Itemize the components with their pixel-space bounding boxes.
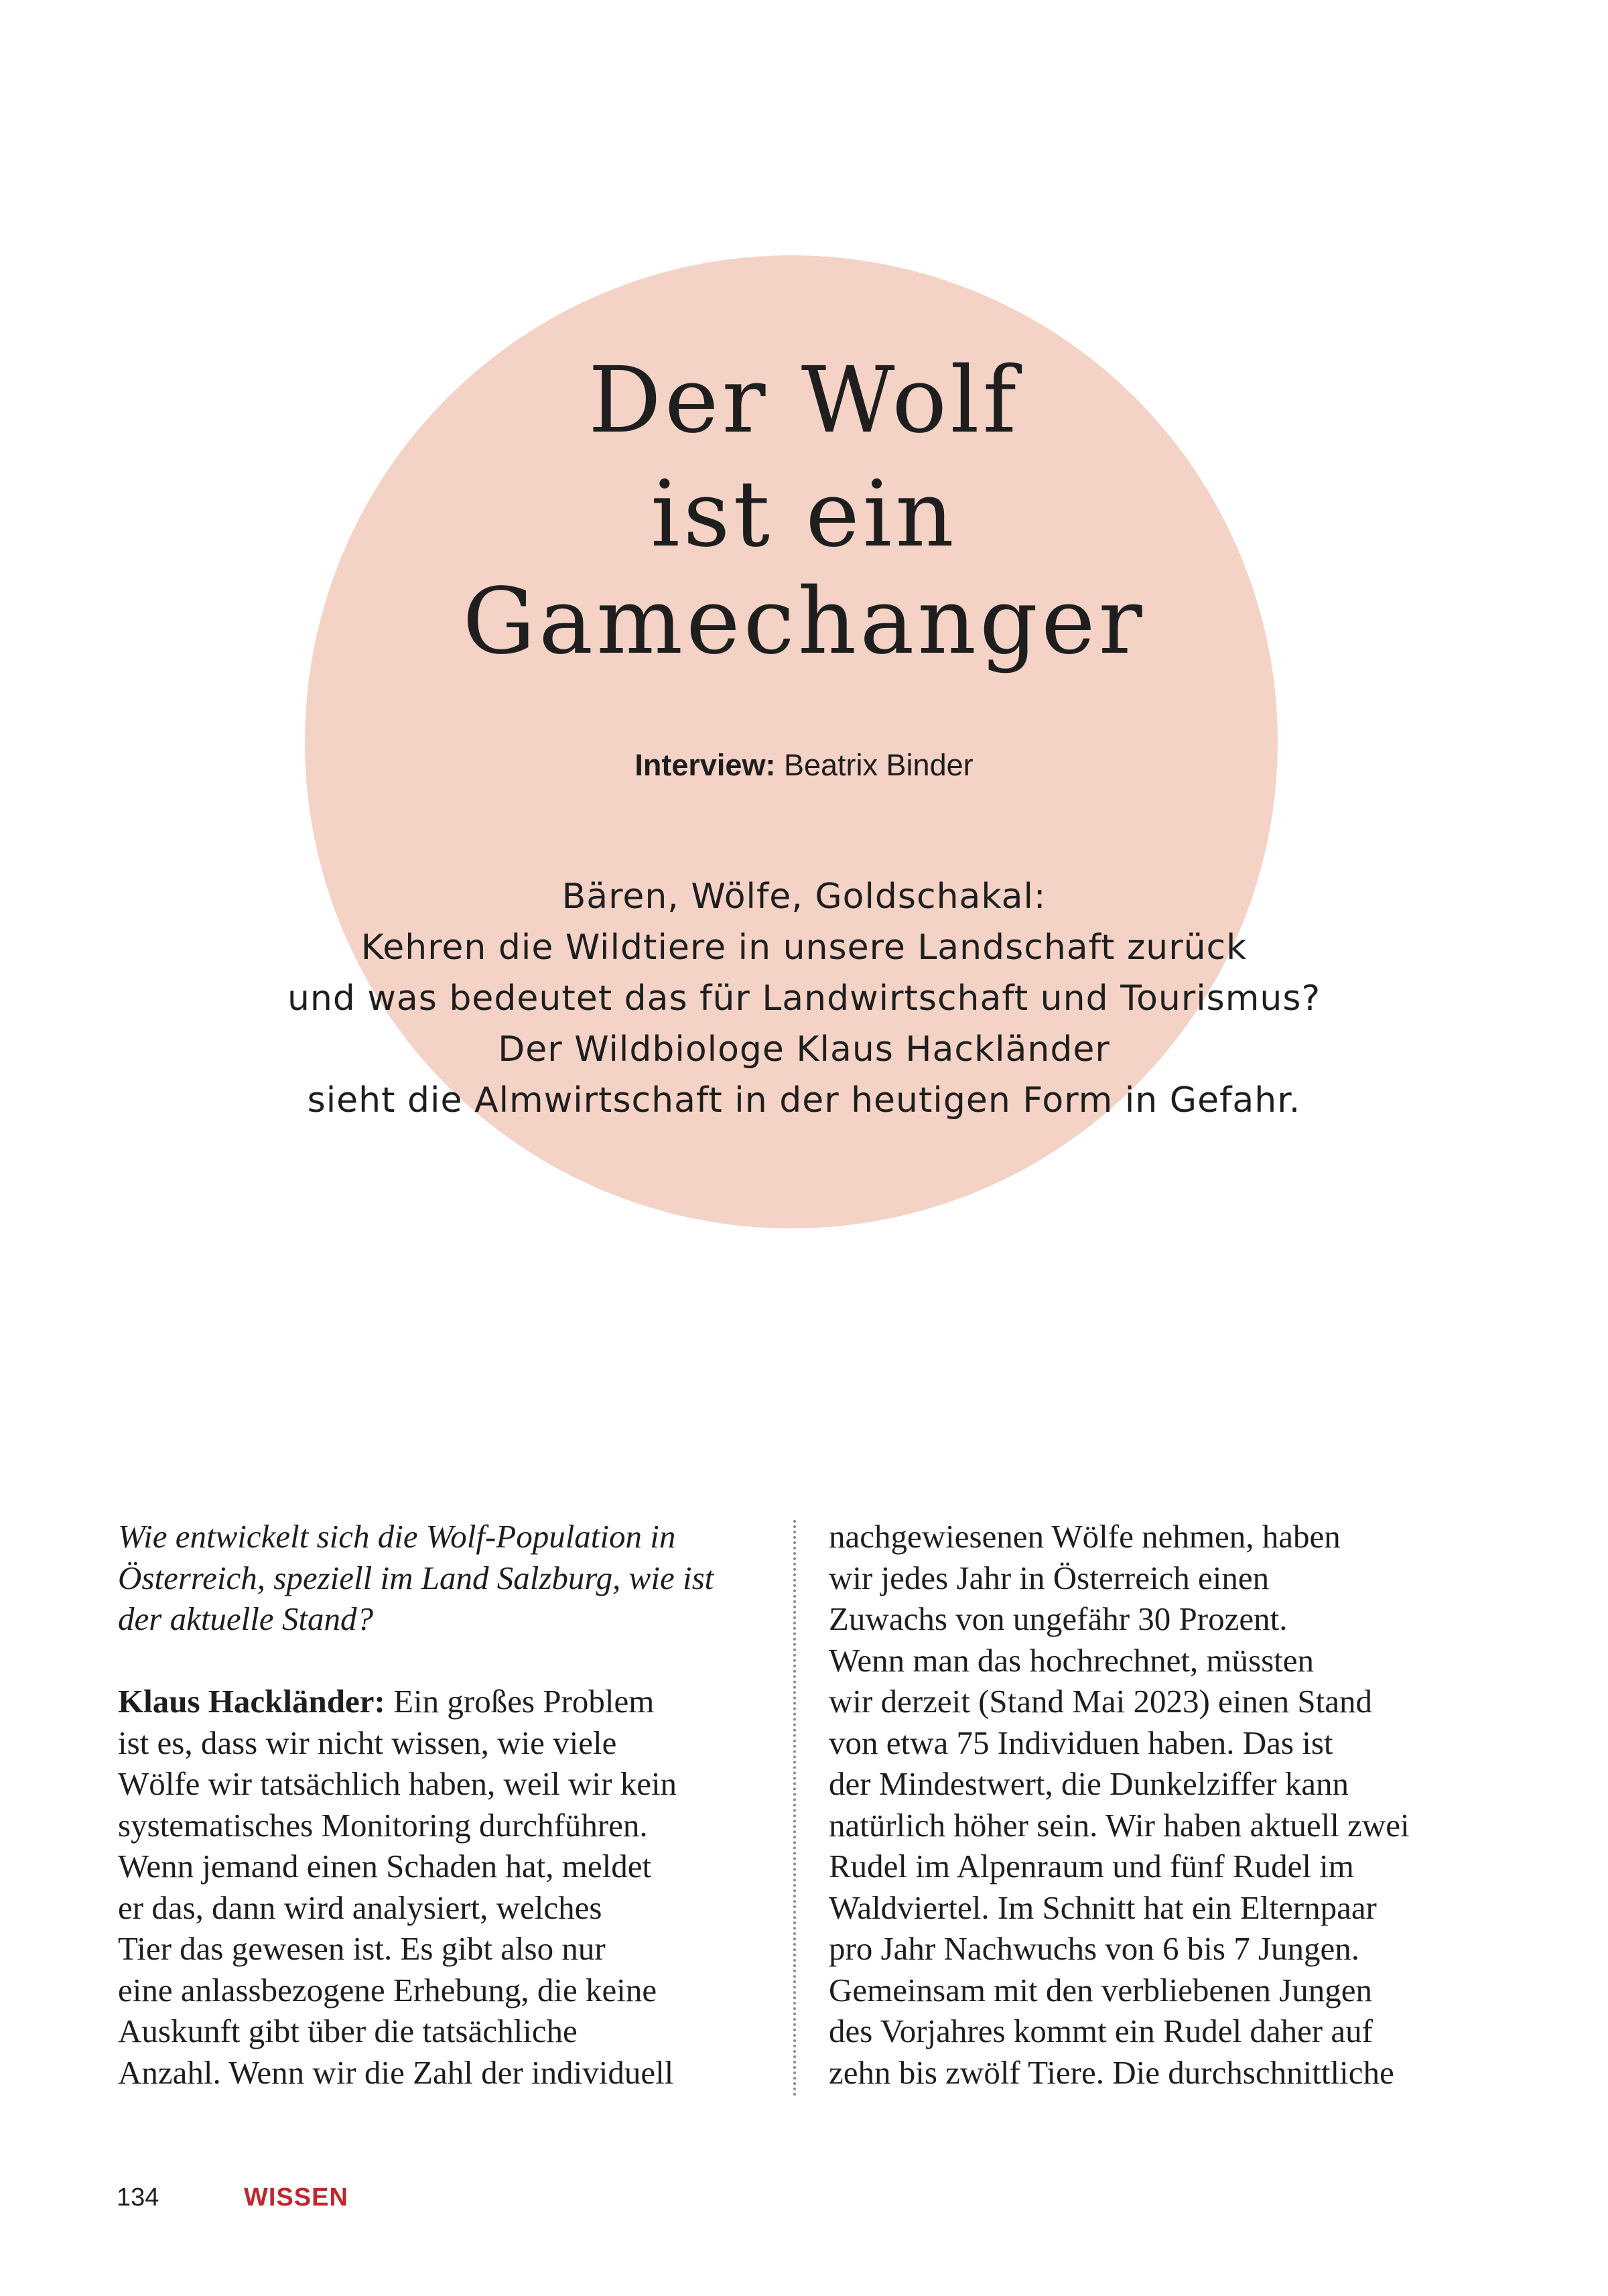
- answer-line: pro Jahr Nachwuchs von 6 bis 7 Jungen.: [829, 1930, 1360, 1967]
- byline-label: Interview:: [634, 748, 776, 782]
- answer-line: ist es, dass wir nicht wissen, wie viele: [118, 1724, 617, 1761]
- answer-line: eine anlassbezogene Erhebung, die keine: [118, 1971, 657, 2008]
- answer-line: systematisches Monitoring durchführen.: [118, 1806, 648, 1844]
- answer-line: Wenn man das hochrechnet, müssten: [829, 1641, 1315, 1679]
- answer-text: Ein großes Problem: [393, 1683, 655, 1720]
- answer-line: nachgewiesenen Wölfe nehmen, haben: [829, 1518, 1341, 1555]
- answer-line: wir jedes Jahr in Österreich einen: [829, 1559, 1270, 1596]
- answer-line: Zuwachs von ungefähr 30 Prozent.: [829, 1600, 1288, 1637]
- answer-line: von etwa 75 Individuen haben. Das ist: [829, 1724, 1333, 1761]
- lead-line-2: Kehren die Wildtiere in unsere Landschaft zurück: [360, 928, 1248, 968]
- answer-line: [118, 1681, 788, 1722]
- answer-line: zehn bis zwölf Tiere. Die durchschnittliche: [829, 2053, 1394, 2091]
- byline: [0, 748, 1608, 783]
- answer-line: Wölfe wir tatsächlich haben, weil wir kein: [118, 1765, 677, 1802]
- answer-line: wir derzeit (Stand Mai 2023) einen Stand: [829, 1683, 1373, 1720]
- page-number: 134: [117, 2183, 159, 2212]
- answer-line: er das, dann wird analysiert, welches: [118, 1889, 602, 1926]
- answer-line: Tier das gewesen ist. Es gibt also nur: [118, 1930, 606, 1967]
- lead-line-1: Bären, Wölfe, Goldschakal:: [561, 877, 1047, 917]
- body-column-right: [829, 1516, 1499, 2093]
- answer-line: Rudel im Alpenraum und fünf Rudel im: [829, 1848, 1354, 1885]
- paragraph-gap: [118, 1640, 788, 1681]
- byline-author: Beatrix Binder: [783, 748, 974, 782]
- answer-line: Wenn jemand einen Schaden hat, meldet: [118, 1848, 652, 1885]
- headline-line-2: ist ein: [651, 462, 957, 568]
- headline-line-1: Der Wolf: [588, 348, 1020, 454]
- body-column-left: [118, 1516, 788, 2093]
- lead-line-3: und was bedeutet das für Landwirtschaft und Tourismus?: [287, 978, 1321, 1019]
- question-line: der aktuelle Stand?: [118, 1600, 374, 1637]
- answer-line: Auskunft gibt über die tatsächliche: [118, 2013, 578, 2049]
- question-line: Österreich, speziell im Land Salzburg, wie ist: [118, 1559, 714, 1596]
- answer-line: des Vorjahres kommt ein Rudel daher auf: [829, 2013, 1373, 2049]
- lead-line-5: sieht die Almwirtschaft in der heutigen Form in Gefahr.: [307, 1080, 1301, 1121]
- answer-line: natürlich höher sein. Wir haben aktuell zwei: [829, 1806, 1410, 1844]
- answer-line: Gemeinsam mit den verbliebenen Jungen: [829, 1971, 1372, 2008]
- section-label: WISSEN: [244, 2183, 348, 2212]
- lead-line-4: Der Wildbiologe Klaus Hackländer: [498, 1029, 1110, 1070]
- question-line: Wie entwickelt sich die Wolf-Population in: [118, 1518, 676, 1555]
- answer-line: Waldviertel. Im Schnitt hat ein Elternpaar: [829, 1889, 1377, 1926]
- column-divider: [793, 1520, 796, 2096]
- answer-line: der Mindestwert, die Dunkelziffer kann: [829, 1765, 1349, 1802]
- answer-line: Anzahl. Wenn wir die Zahl der individuell: [118, 2053, 674, 2091]
- headline-line-3: Gamechanger: [462, 569, 1146, 675]
- speaker-name: Klaus Hackländer:: [118, 1683, 385, 1720]
